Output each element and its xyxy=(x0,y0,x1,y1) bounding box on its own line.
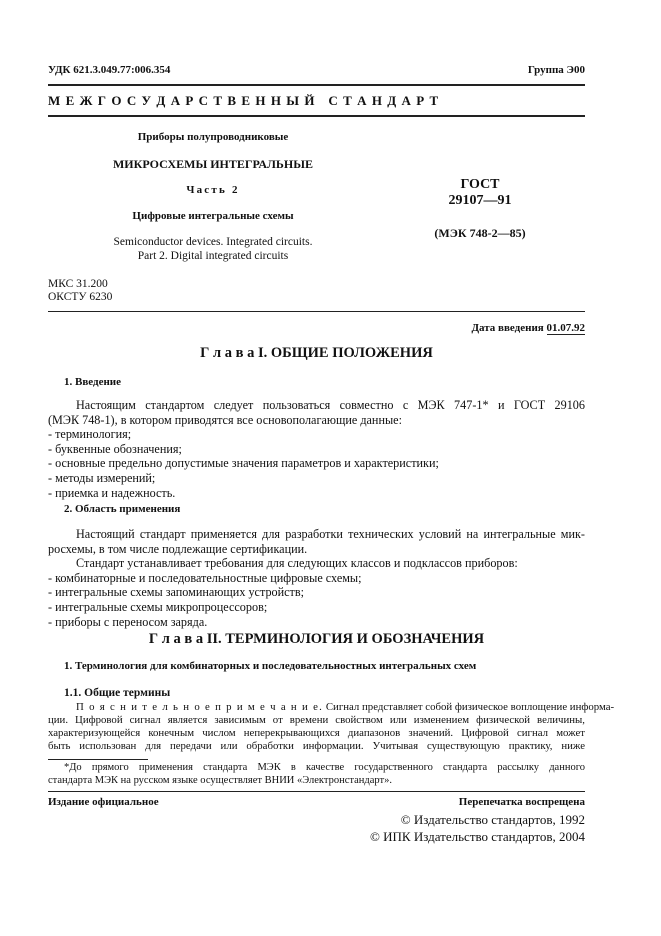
udk-code: УДК 621.3.049.77:006.354 xyxy=(48,64,171,76)
copyright-1992: © Издательство стандартов, 1992 xyxy=(400,812,585,827)
title-line-3: Часть 2 xyxy=(186,184,240,196)
official-edition: Издание официальное xyxy=(48,796,159,808)
section-2-para-line-2: росхемы, в том числе подлежащие сертификации. xyxy=(48,541,308,556)
chapter-2-title: Г л а в а II. ТЕРМИНОЛОГИЯ И ОБОЗНАЧЕНИЯ xyxy=(148,631,485,647)
list-item: - интегральные схемы микропроцессоров; xyxy=(48,599,268,614)
section-1-list xyxy=(48,427,439,500)
footnote-rule xyxy=(48,759,148,760)
reprint-notice: Перепечатка воспрещена xyxy=(458,796,585,808)
title-en-line-1: Semiconductor devices. Integrated circuits. xyxy=(113,236,313,248)
section-2-para-line-1: Настоящий стандарт применяется для разработки технических условий на интегральные мик- xyxy=(76,527,585,541)
list-item: - основные предельно допустимые значения параметров и характеристики; xyxy=(48,456,439,471)
note-line-1 xyxy=(76,701,615,713)
header-bottom-rule xyxy=(48,115,585,117)
list-item: - методы измерений; xyxy=(48,470,156,485)
gost-label: ГОСТ xyxy=(460,177,500,192)
standard-banner: М Е Ж Г О С У Д А Р С Т В Е Н Н Ы Й С Т А Н Д А Р Т xyxy=(48,93,440,108)
chapter-2-section-1-1-title: 1.1. Общие термины xyxy=(64,687,171,699)
section-2-title: 2. Область применения xyxy=(64,503,181,515)
title-line-1: Приборы полупроводниковые xyxy=(137,131,289,143)
section-1-title: 1. Введение xyxy=(64,376,122,388)
section-1-para-line-1: Настоящим стандартом следует пользоваться совместно с МЭК 747-1* и ГОСТ 29106 xyxy=(76,398,585,412)
list-item: - интегральные схемы запоминающих устройств; xyxy=(48,585,305,600)
title-line-4: Цифровые интегральные схемы xyxy=(132,210,294,222)
group-code: Группа Э00 xyxy=(527,64,585,76)
title-block-rule xyxy=(48,311,585,312)
intro-date-value: 01.07.92 xyxy=(546,322,585,334)
section-1-para-line-2: (МЭК 748-1), в котором приводятся все основополагающие данные: xyxy=(48,412,402,427)
section-2-list xyxy=(48,571,362,629)
header-top-rule xyxy=(48,84,585,86)
list-item: - комбинаторные и последовательностные цифровые схемы; xyxy=(48,570,362,585)
chapter-2-section-1-title: 1. Терминология для комбинаторных и последовательностных интегральных схем xyxy=(64,660,477,672)
okstu-code: ОКСТУ 6230 xyxy=(48,291,113,303)
footnote-line-1: *До прямого применения стандарта МЭК в качестве государственного стандарта рассылку данного xyxy=(64,762,585,773)
note-line-4: быть использован для передачи или обработки информации. Учитывая существующую практику, ниже xyxy=(48,740,585,752)
note-line-3: характеризующейся конечным числом неперекрывающихся диапазонов значений. Цифровой сигнал может xyxy=(48,727,585,739)
gost-number: 29107—91 xyxy=(448,193,512,208)
note-line-1-text: Сигнал представляет собой физическое воплощение информа- xyxy=(323,701,615,713)
intro-date xyxy=(430,322,585,334)
note-label: П о я с н и т е л ь н о е п р и м е ч а н и е. xyxy=(76,701,324,713)
section-2-para-2: Стандарт устанавливает требования для следующих классов и подклассов приборов: xyxy=(76,556,518,571)
copyright-2004: © ИПК Издательство стандартов, 2004 xyxy=(370,829,585,844)
list-item: - приборы с переносом заряда. xyxy=(48,614,208,629)
list-item: - приемка и надежность. xyxy=(48,485,176,500)
mks-code: МКС 31.200 xyxy=(48,278,108,290)
footer-rule xyxy=(48,791,585,792)
list-item: - буквенные обозначения; xyxy=(48,441,182,456)
title-line-2: МИКРОСХЕМЫ ИНТЕГРАЛЬНЫЕ xyxy=(112,157,313,171)
title-en-line-2: Part 2. Digital integrated circuits xyxy=(137,250,289,262)
note-line-2: ции. Цифровой сигнал является зависимым от времени свойством или изменением физической величины, xyxy=(48,714,585,726)
footnote-line-2: стандарта МЭК на русском языке осуществляет ВНИИ «Электронстандарт». xyxy=(48,775,392,786)
intro-date-label: Дата введения xyxy=(471,322,544,334)
list-item: - терминология; xyxy=(48,427,132,442)
iec-reference: (МЭК 748-2—85) xyxy=(434,226,526,240)
chapter-1-title: Г л а в а I. ОБЩИЕ ПОЛОЖЕНИЯ xyxy=(200,345,433,361)
